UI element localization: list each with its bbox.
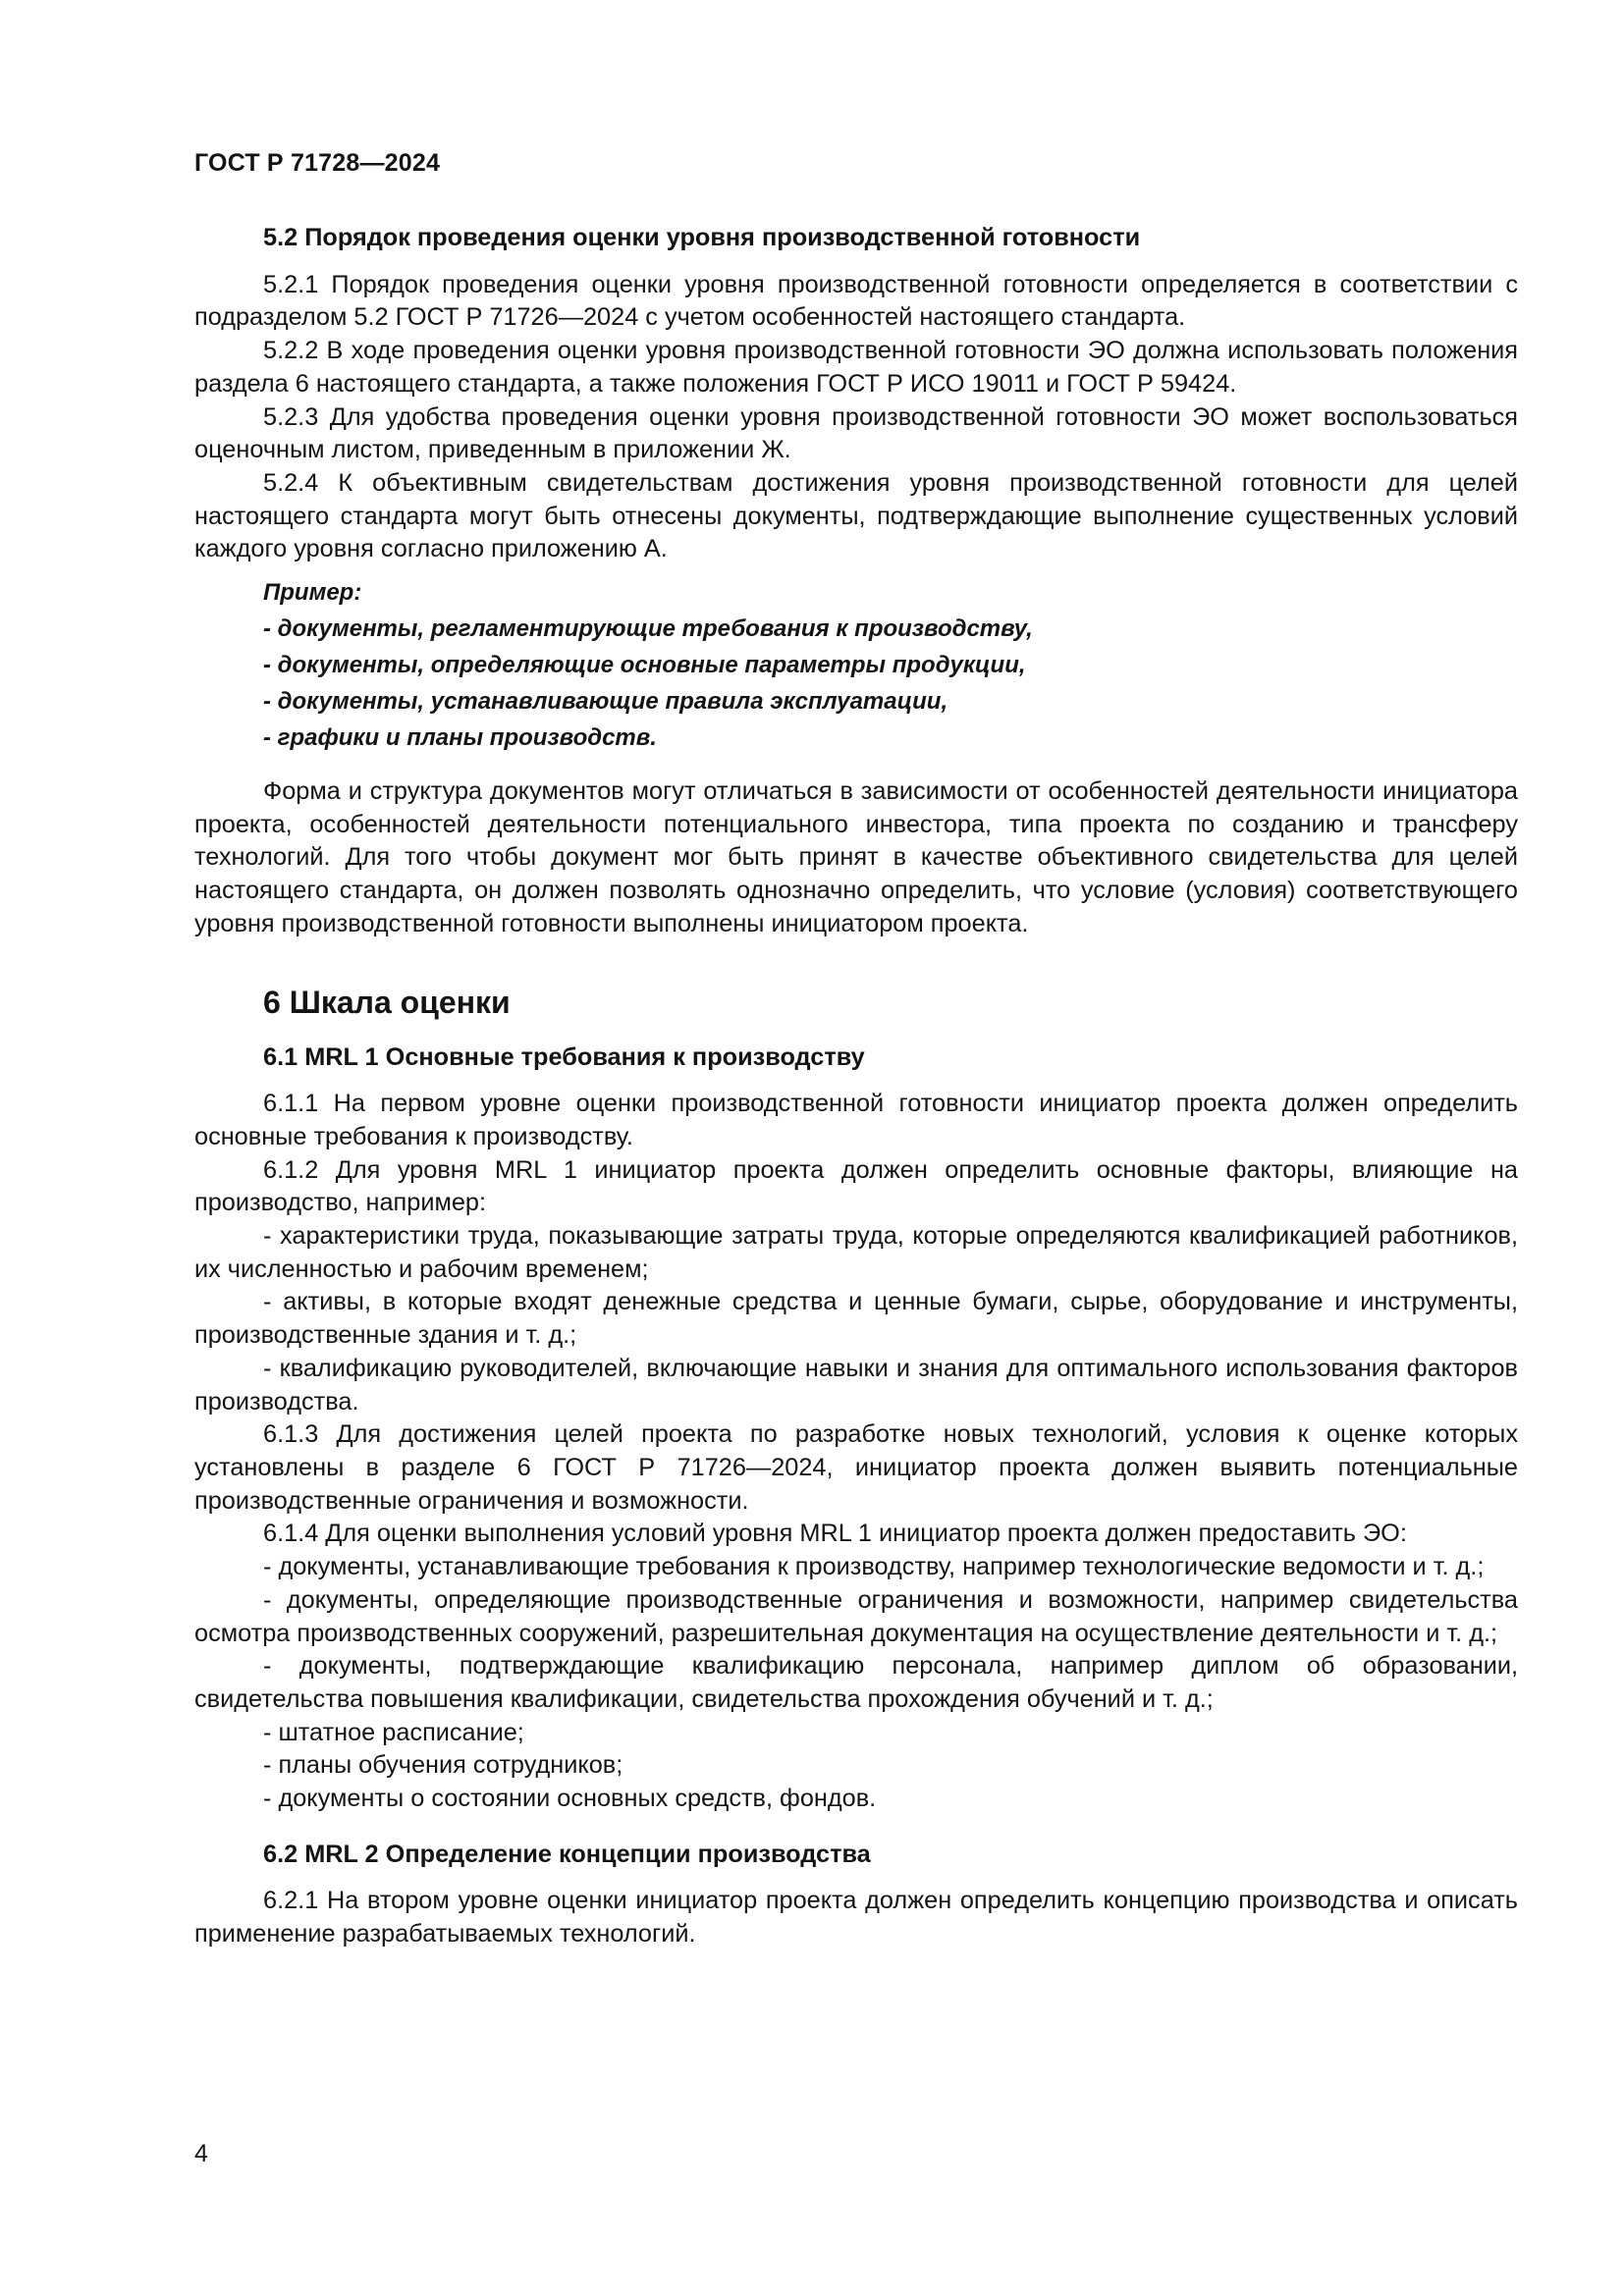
paragraph-6-1-4: 6.1.4 Для оценки выполнения условий уровня MRL 1 инициатор проекта должен предоставить ЭО: [263, 1520, 1407, 1548]
list-item: - документы о состоянии основных средств, фондов. [263, 1785, 877, 1813]
document-body [194, 222, 1518, 1951]
paragraph-5-2-3: 5.2.3 Для удобства проведения оценки уровня производственной готовности ЭО может воспользоваться оценочным листом, приведенным в приложении Ж. [194, 402, 1518, 464]
paragraph-6-1-2: 6.1.2 Для уровня MRL 1 инициатор проекта должен определить основные факторы, влияющие на производство, например: [194, 1155, 1518, 1217]
section-6-1-title: 6.1 MRL 1 Основные требования к производству [263, 1042, 865, 1071]
list-item: - штатное расписание; [263, 1718, 524, 1746]
paragraph-5-2-2: 5.2.2 В ходе проведения оценки уровня производственной готовности ЭО должна использовать положения раздела 6 настоящего стандарта, а также положения ГОСТ Р ИСО 19011 и ГОСТ Р 59424. [194, 337, 1518, 398]
section-5-2-title: 5.2 Порядок проведения оценки уровня производственной готовности [263, 224, 1141, 251]
paragraph-5-2-4: 5.2.4 К объективным свидетельствам достижения уровня производственной готовности для целей настоящего стандарта могут быть отнесены документы, подтверждающие выполнение существенных условий каждого уровня согласно приложению А. [194, 468, 1518, 563]
paragraph-6-1-3: 6.1.3 Для достижения целей проекта по разработке новых технологий, условия к оценке которых установлены в разделе 6 ГОСТ Р 71726—2024, инициатор проекта должен выявить потенциальные производственные ограничения и возможности. [194, 1420, 1518, 1515]
list-item: - активы, в которые входят денежные средства и ценные бумаги, сырье, оборудование и инструменты, производственные здания и т. д.; [194, 1288, 1518, 1350]
list-item: - документы, определяющие производственные ограничения и возможности, например свидетельства осмотра производственных сооружений, разрешительная документация на осуществление деятельности и т. д.; [194, 1585, 1518, 1647]
chapter-6-title: 6 Шкала оценки [263, 984, 511, 1020]
paragraph-6-1-1: 6.1.1 На первом уровне оценки производственной готовности инициатор проекта должен определить основные требования к производству. [194, 1090, 1518, 1150]
example-item: - документы, устанавливающие правила эксплуатации, [263, 688, 948, 716]
example-heading: Пример: [263, 579, 362, 607]
example-item: - графики и планы производств. [263, 724, 657, 752]
list-item: - квалификацию руководителей, включающие навыки и знания для оптимального использования факторов производства. [194, 1354, 1518, 1415]
example-item: - документы, определяющие основные параметры продукции, [263, 652, 1026, 679]
paragraph-5-2-1: 5.2.1 Порядок проведения оценки уровня производственной готовности определяется в соответствии с подразделом 5.2 ГОСТ Р 71726—2024 с учетом особенностей настоящего стандарта. [194, 270, 1518, 332]
document-header-id: ГОСТ Р 71728—2024 [194, 149, 441, 177]
section-6-2-title: 6.2 MRL 2 Определение концепции производства [263, 1840, 871, 1868]
example-item: - документы, регламентирующие требования к производству, [263, 615, 1033, 643]
list-item: - документы, устанавливающие требования к производству, например технологические ведомости и т. д.; [263, 1553, 1485, 1581]
list-item: - планы обучения сотрудников; [263, 1751, 623, 1780]
paragraph-documents-form: Форма и структура документов могут отличаться в зависимости от особенностей деятельности инициатора проекта, особенностей деятельности потенциального инвестора, типа проекта по созданию и трансферу технологий. Для того чтобы документ мог быть принят в качестве объективного свидетельства для целей настоящего стандарта, он должен позволять однозначно определить, что условие (условия) соответствующего уровня производственной готовности выполнены инициатором проекта. [194, 777, 1518, 937]
list-item: - характеристики труда, показывающие затраты труда, которые определяются квалификацией работников, их численностью и рабочим временем; [194, 1222, 1518, 1283]
list-item: - документы, подтверждающие квалификацию персонала, например диплом об образовании, свидетельства повышения квалификации, свидетельства прохождения обучений и т. д.; [194, 1652, 1518, 1713]
paragraph-6-2-1: 6.2.1 На втором уровне оценки инициатор проекта должен определить концепцию производства и описать применение разрабатываемых технологий. [194, 1887, 1518, 1949]
page-number: 4 [194, 2140, 208, 2167]
